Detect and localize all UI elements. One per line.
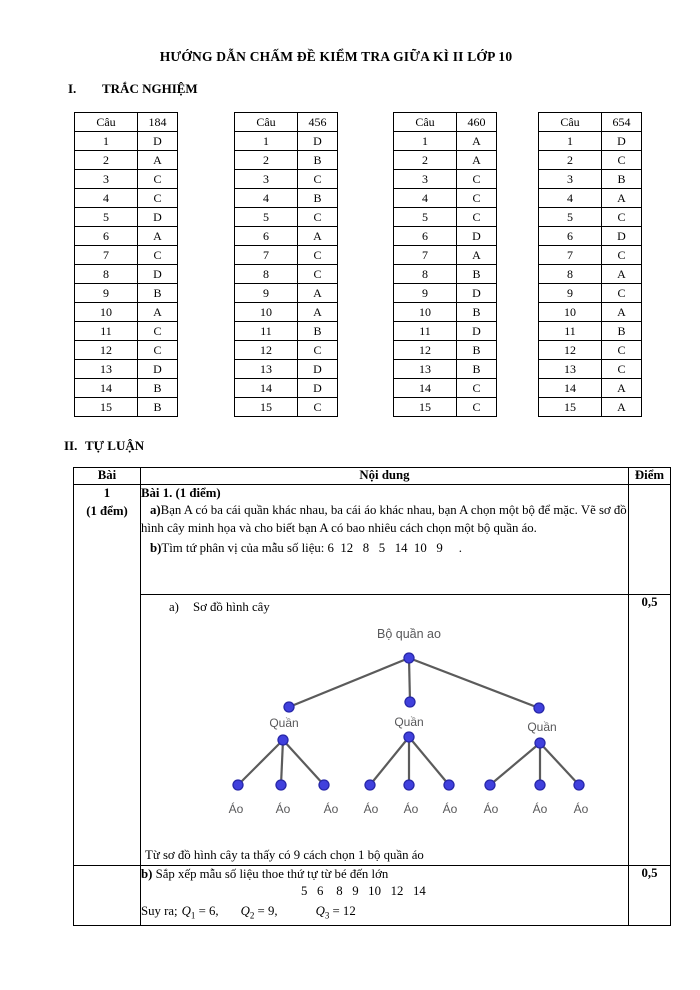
answer-cell: B bbox=[298, 322, 338, 341]
answer-cell: C bbox=[138, 170, 178, 189]
answer-table-row bbox=[394, 322, 497, 341]
answer-cell: A bbox=[602, 379, 642, 398]
answer-table-row bbox=[394, 132, 497, 151]
question-number-cell: 1 bbox=[539, 132, 602, 151]
section-2-numeral: II. bbox=[64, 438, 78, 453]
question-number-cell: 1 bbox=[235, 132, 298, 151]
question-number-cell: 9 bbox=[75, 284, 138, 303]
answer-table-row bbox=[394, 208, 497, 227]
question-number-cell: 5 bbox=[394, 208, 457, 227]
answer-cell: C bbox=[457, 170, 497, 189]
question-number-cell: Câu bbox=[235, 113, 298, 132]
question-number-cell: 12 bbox=[394, 341, 457, 360]
tree-leaf-label: Áo bbox=[532, 802, 548, 816]
question-number-cell: 11 bbox=[75, 322, 138, 341]
question-number-cell: 6 bbox=[235, 227, 298, 246]
tree-leaf-label: Áo bbox=[573, 802, 589, 816]
part-b-answer-title: b) Sắp xếp mẫu số liệu thoe thứ tự từ bé đến lớn bbox=[141, 867, 389, 881]
answer-table-row bbox=[235, 284, 338, 303]
answer-table-row bbox=[394, 303, 497, 322]
answer-table-row bbox=[75, 303, 178, 322]
answer-table-row bbox=[75, 284, 178, 303]
question-number-cell: 14 bbox=[394, 379, 457, 398]
data-series: 6 12 8 5 14 10 9 . bbox=[327, 541, 462, 556]
tree-edge bbox=[540, 743, 579, 785]
answer-cell: B bbox=[457, 360, 497, 379]
sorted-data-series: 5 6 8 9 10 12 14 bbox=[301, 884, 426, 899]
question-number-cell: 4 bbox=[539, 189, 602, 208]
answer-table-row bbox=[75, 398, 178, 417]
tree-leaf-label: Áo bbox=[403, 802, 419, 816]
question-number-cell: 3 bbox=[235, 170, 298, 189]
answer-table-row bbox=[235, 189, 338, 208]
answer-table-header-row bbox=[235, 113, 338, 132]
question-number-cell: 11 bbox=[394, 322, 457, 341]
answer-table-row bbox=[75, 265, 178, 284]
answer-table-row bbox=[75, 189, 178, 208]
tree-edge bbox=[289, 658, 409, 707]
answer-cell: D bbox=[298, 132, 338, 151]
answer-cell: A bbox=[457, 151, 497, 170]
question-number-cell: Câu bbox=[539, 113, 602, 132]
answer-cell: A bbox=[138, 151, 178, 170]
tree-edge bbox=[283, 740, 324, 785]
question-number-cell: 1 bbox=[75, 132, 138, 151]
section-2-heading bbox=[64, 438, 144, 454]
answer-table-row bbox=[539, 132, 642, 151]
tree-edge bbox=[409, 658, 410, 702]
col-header-diem: Điểm bbox=[629, 468, 671, 485]
answer-table-row bbox=[75, 379, 178, 398]
question-number-cell: 5 bbox=[235, 208, 298, 227]
answer-table-456 bbox=[234, 112, 338, 417]
question-number-cell: 7 bbox=[235, 246, 298, 265]
question-number-cell: Câu bbox=[394, 113, 457, 132]
answer-table-row bbox=[75, 227, 178, 246]
question-number-cell: 15 bbox=[394, 398, 457, 417]
col-header-noidung: Nội dung bbox=[141, 468, 629, 485]
answer-table-header-row bbox=[539, 113, 642, 132]
answer-table-460 bbox=[393, 112, 497, 417]
answer-table-row bbox=[235, 265, 338, 284]
answer-table-row bbox=[75, 132, 178, 151]
answer-cell: B bbox=[298, 189, 338, 208]
answer-cell: D bbox=[138, 132, 178, 151]
section-1-numeral: I. bbox=[68, 81, 77, 96]
answer-cell: C bbox=[298, 208, 338, 227]
tree-leaf-label: Áo bbox=[442, 802, 458, 816]
answer-cell: 460 bbox=[457, 113, 497, 132]
tree-leaf-label: Áo bbox=[275, 802, 291, 816]
question-number-cell: 7 bbox=[539, 246, 602, 265]
answer-cell: C bbox=[602, 151, 642, 170]
answer-table-row bbox=[539, 284, 642, 303]
answer-table-184 bbox=[74, 112, 178, 417]
answer-cell: A bbox=[602, 189, 642, 208]
answer-table-row bbox=[394, 265, 497, 284]
answer-cell: D bbox=[298, 360, 338, 379]
answer-table-row bbox=[235, 227, 338, 246]
answer-table-row bbox=[539, 265, 642, 284]
answer-cell: B bbox=[457, 303, 497, 322]
answer-cell: C bbox=[138, 246, 178, 265]
tree-root-label: Bộ quần ao bbox=[377, 627, 441, 641]
col-header-bai: Bài bbox=[74, 468, 141, 485]
question-number-cell: 10 bbox=[235, 303, 298, 322]
question-number-cell: 10 bbox=[75, 303, 138, 322]
grading-table bbox=[73, 467, 671, 926]
answer-cell: B bbox=[138, 284, 178, 303]
answer-cell: D bbox=[457, 322, 497, 341]
answer-cell: C bbox=[298, 398, 338, 417]
answer-table-row bbox=[235, 246, 338, 265]
tree-node bbox=[365, 780, 375, 790]
tree-heading: a) Sơ đồ hình cây bbox=[169, 600, 270, 614]
question-number-cell: 7 bbox=[75, 246, 138, 265]
answer-cell: B bbox=[457, 341, 497, 360]
answer-table-row bbox=[394, 227, 497, 246]
answer-cell: A bbox=[138, 303, 178, 322]
question-number-cell: 13 bbox=[75, 360, 138, 379]
suy-ra-label: Suy ra; bbox=[141, 903, 178, 918]
answer-table-row bbox=[394, 189, 497, 208]
answer-cell: C bbox=[457, 398, 497, 417]
bai-number: 1 bbox=[103, 486, 111, 500]
answer-cell: C bbox=[298, 170, 338, 189]
answer-table-row bbox=[235, 341, 338, 360]
answer-cell: C bbox=[457, 379, 497, 398]
answer-table-row bbox=[235, 170, 338, 189]
answer-cell: C bbox=[602, 246, 642, 265]
answer-table-row bbox=[235, 208, 338, 227]
answer-cell: 456 bbox=[298, 113, 338, 132]
tree-leaf-label: Áo bbox=[228, 802, 244, 816]
tree-node bbox=[233, 780, 243, 790]
diem-cell-row2: 0,5 bbox=[629, 595, 671, 866]
answer-table-row bbox=[539, 303, 642, 322]
answer-table-row bbox=[75, 246, 178, 265]
answer-table-row bbox=[394, 170, 497, 189]
question-number-cell: 13 bbox=[235, 360, 298, 379]
tree-node bbox=[276, 780, 286, 790]
answer-cell: A bbox=[602, 265, 642, 284]
question-number-cell: 9 bbox=[539, 284, 602, 303]
question-number-cell: 6 bbox=[75, 227, 138, 246]
question-number-cell: 15 bbox=[75, 398, 138, 417]
problem-title: Bài 1. (1 điểm) bbox=[141, 486, 221, 500]
tree-cell bbox=[141, 595, 629, 866]
answer-cell: D bbox=[138, 360, 178, 379]
tree-node bbox=[278, 735, 288, 745]
tree-node bbox=[404, 732, 414, 742]
answer-table-row bbox=[235, 379, 338, 398]
bai-note: (1 đểm) bbox=[86, 503, 128, 518]
diem-cell-row1 bbox=[629, 485, 671, 595]
tree-node bbox=[534, 703, 544, 713]
answer-cell: A bbox=[602, 303, 642, 322]
tree-edge bbox=[370, 737, 409, 785]
answer-cell: B bbox=[138, 398, 178, 417]
tree-node bbox=[405, 697, 415, 707]
tree-leaf-label: Áo bbox=[483, 802, 499, 816]
bai-cell bbox=[74, 485, 141, 866]
answer-cell: B bbox=[602, 170, 642, 189]
tree-node bbox=[404, 780, 414, 790]
answer-table-row bbox=[394, 151, 497, 170]
tree-answer-row bbox=[74, 595, 671, 866]
tree-node bbox=[574, 780, 584, 790]
answer-cell: D bbox=[457, 227, 497, 246]
answer-table-row bbox=[235, 398, 338, 417]
tree-branch-label: Quần bbox=[269, 716, 299, 730]
answer-table-row bbox=[75, 322, 178, 341]
answer-cell: D bbox=[298, 379, 338, 398]
tree-node bbox=[535, 738, 545, 748]
question-number-cell: 15 bbox=[539, 398, 602, 417]
answer-cell: C bbox=[138, 341, 178, 360]
answer-table-row bbox=[394, 341, 497, 360]
answer-table-row bbox=[539, 170, 642, 189]
question-number-cell: 2 bbox=[235, 151, 298, 170]
answer-table-row bbox=[75, 341, 178, 360]
answer-table-row bbox=[539, 360, 642, 379]
answer-cell: A bbox=[457, 246, 497, 265]
question-number-cell: Câu bbox=[75, 113, 138, 132]
answer-table-row bbox=[394, 246, 497, 265]
tree-node bbox=[319, 780, 329, 790]
answer-cell: A bbox=[138, 227, 178, 246]
answer-cell: C bbox=[602, 341, 642, 360]
question-number-cell: 8 bbox=[235, 265, 298, 284]
answer-table-row bbox=[539, 322, 642, 341]
quartile-results bbox=[141, 903, 628, 922]
question-number-cell: 14 bbox=[75, 379, 138, 398]
answer-table-row bbox=[75, 208, 178, 227]
answer-table-row bbox=[539, 341, 642, 360]
question-number-cell: 2 bbox=[75, 151, 138, 170]
answer-cell: B bbox=[457, 265, 497, 284]
answer-cell: 184 bbox=[138, 113, 178, 132]
question-number-cell: 3 bbox=[75, 170, 138, 189]
question-number-cell: 14 bbox=[539, 379, 602, 398]
answer-table-row bbox=[235, 132, 338, 151]
tree-edge bbox=[409, 737, 449, 785]
answer-cell: C bbox=[138, 189, 178, 208]
part-b-answer-cell bbox=[141, 866, 629, 926]
answer-cell: C bbox=[298, 341, 338, 360]
question-number-cell: 6 bbox=[539, 227, 602, 246]
answer-table-row bbox=[235, 151, 338, 170]
answer-table-row bbox=[539, 379, 642, 398]
question-number-cell: 14 bbox=[235, 379, 298, 398]
part-b-statement: b)Tìm tứ phân vị của mẫu số liệu: 6 12 8 5 14 10 9 . bbox=[150, 541, 462, 556]
tree-node bbox=[444, 780, 454, 790]
answer-cell: B bbox=[138, 379, 178, 398]
tree-branch-label: Quần bbox=[527, 720, 557, 734]
answer-table-header-row bbox=[394, 113, 497, 132]
answer-cell: C bbox=[457, 189, 497, 208]
answer-table-row bbox=[75, 151, 178, 170]
answer-table-row bbox=[235, 360, 338, 379]
question-number-cell: 5 bbox=[539, 208, 602, 227]
answer-cell: C bbox=[602, 284, 642, 303]
answer-table-row bbox=[394, 360, 497, 379]
answer-cell: 654 bbox=[602, 113, 642, 132]
question-number-cell: 8 bbox=[539, 265, 602, 284]
answer-cell: C bbox=[457, 208, 497, 227]
question-number-cell: 10 bbox=[394, 303, 457, 322]
question-number-cell: 11 bbox=[235, 322, 298, 341]
answer-cell: D bbox=[138, 208, 178, 227]
answer-cell: C bbox=[298, 265, 338, 284]
q3-result: $Q_3 = 12$ bbox=[315, 903, 356, 921]
question-number-cell: 6 bbox=[394, 227, 457, 246]
part-b-answer-row bbox=[74, 866, 671, 926]
answer-table-row bbox=[539, 189, 642, 208]
answer-table-654 bbox=[538, 112, 642, 417]
question-number-cell: 2 bbox=[539, 151, 602, 170]
tree-leaf-label: Áo bbox=[323, 802, 339, 816]
document-title: HƯỚNG DẪN CHẤM ĐỀ KIỂM TRA GIỮA KÌ II LỚP 10 bbox=[159, 49, 513, 64]
tree-edge bbox=[281, 740, 283, 785]
answer-table-header-row bbox=[75, 113, 178, 132]
question-number-cell: 11 bbox=[539, 322, 602, 341]
question-number-cell: 1 bbox=[394, 132, 457, 151]
answer-cell: A bbox=[298, 284, 338, 303]
answer-cell: A bbox=[298, 303, 338, 322]
answer-cell: C bbox=[602, 208, 642, 227]
question-number-cell: 4 bbox=[394, 189, 457, 208]
answer-table-row bbox=[394, 379, 497, 398]
section-1-label: TRẮC NGHIỆM bbox=[102, 81, 198, 96]
question-number-cell: 8 bbox=[75, 265, 138, 284]
question-number-cell: 13 bbox=[539, 360, 602, 379]
answer-cell: D bbox=[602, 227, 642, 246]
question-number-cell: 7 bbox=[394, 246, 457, 265]
section-1-heading bbox=[68, 81, 198, 97]
answer-cell: B bbox=[602, 322, 642, 341]
answer-cell: C bbox=[298, 246, 338, 265]
answer-cell: A bbox=[602, 398, 642, 417]
answer-table-row bbox=[539, 246, 642, 265]
answer-cell: D bbox=[457, 284, 497, 303]
question-number-cell: 9 bbox=[235, 284, 298, 303]
tree-edge bbox=[238, 740, 283, 785]
answer-cell: A bbox=[457, 132, 497, 151]
answer-cell: B bbox=[298, 151, 338, 170]
answer-table-row bbox=[235, 303, 338, 322]
answer-table-row bbox=[75, 170, 178, 189]
tree-node bbox=[404, 653, 414, 663]
tree-conclusion: Từ sơ đồ hình cây ta thấy có 9 cách chọn 1 bộ quần áo bbox=[145, 847, 424, 862]
tree-diagram-svg bbox=[141, 595, 629, 865]
tree-edge bbox=[490, 743, 540, 785]
question-number-cell: 4 bbox=[235, 189, 298, 208]
grading-header-row bbox=[74, 468, 671, 485]
answer-cell: C bbox=[602, 360, 642, 379]
tree-node bbox=[485, 780, 495, 790]
statement-cell bbox=[141, 485, 629, 595]
question-number-cell: 8 bbox=[394, 265, 457, 284]
part-a-statement: a)Bạn A có ba cái quần khác nhau, ba cái áo khác nhau, bạn A chọn một bộ để mặc. Vẽ sơ đồ hình cây minh họa và cho biết bạn A có bao nhiêu cách chọn một bộ quần áo. bbox=[141, 503, 627, 535]
diem-cell-row3: 0,5 bbox=[629, 866, 671, 926]
tree-node bbox=[535, 780, 545, 790]
question-number-cell: 12 bbox=[75, 341, 138, 360]
answer-table-row bbox=[539, 151, 642, 170]
question-number-cell: 12 bbox=[539, 341, 602, 360]
tree-node bbox=[284, 702, 294, 712]
tree-leaf-label: Áo bbox=[363, 802, 379, 816]
answer-table-row bbox=[539, 208, 642, 227]
statement-row bbox=[74, 485, 671, 595]
answer-cell: D bbox=[138, 265, 178, 284]
answer-cell: A bbox=[298, 227, 338, 246]
question-number-cell: 5 bbox=[75, 208, 138, 227]
answer-table-row bbox=[539, 398, 642, 417]
tree-edge bbox=[409, 658, 539, 708]
answer-cell: D bbox=[602, 132, 642, 151]
section-2-label: TỰ LUẬN bbox=[85, 438, 145, 453]
answer-table-row bbox=[75, 360, 178, 379]
bai-cell-empty bbox=[74, 866, 141, 926]
question-number-cell: 12 bbox=[235, 341, 298, 360]
question-number-cell: 9 bbox=[394, 284, 457, 303]
q1-result: $Q_1 = 6$, bbox=[181, 903, 219, 921]
question-number-cell: 4 bbox=[75, 189, 138, 208]
question-number-cell: 10 bbox=[539, 303, 602, 322]
q2-result: $Q_2 = 9$, bbox=[240, 903, 278, 921]
answer-table-row bbox=[235, 322, 338, 341]
question-number-cell: 13 bbox=[394, 360, 457, 379]
question-number-cell: 3 bbox=[394, 170, 457, 189]
tree-branch-label: Quần bbox=[394, 715, 424, 729]
answer-table-row bbox=[539, 227, 642, 246]
answer-table-row bbox=[394, 284, 497, 303]
answer-cell: C bbox=[138, 322, 178, 341]
question-number-cell: 15 bbox=[235, 398, 298, 417]
question-number-cell: 3 bbox=[539, 170, 602, 189]
question-number-cell: 2 bbox=[394, 151, 457, 170]
answer-table-row bbox=[394, 398, 497, 417]
